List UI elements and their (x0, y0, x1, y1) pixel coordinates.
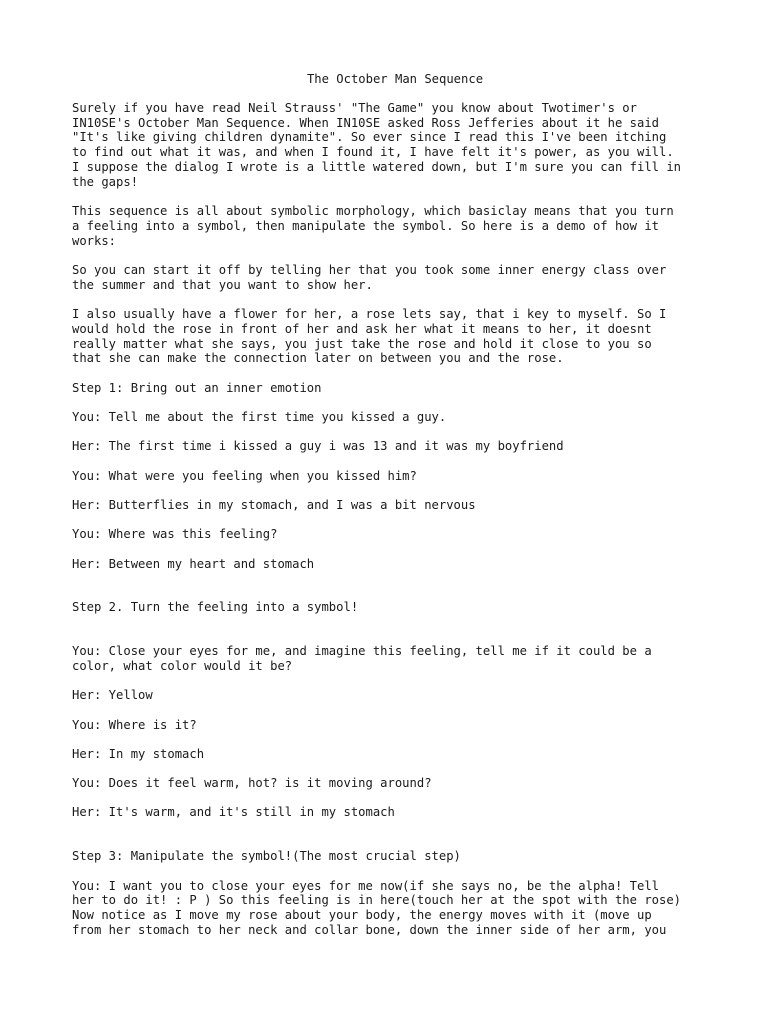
text-line: that she can make the connection later on between you and the rose. (72, 351, 564, 366)
text-line: Step 2. Turn the feeling into a symbol! (72, 600, 359, 615)
paragraph (72, 849, 732, 864)
paragraph (72, 101, 732, 190)
text-line: You: Does it feel warm, hot? is it moving around? (72, 776, 432, 791)
text-line: Surely if you have read Neil Strauss' "The Game" you know about Twotimer's or (72, 100, 637, 115)
text-line: You: What were you feeling when you kissed him? (72, 468, 417, 483)
text-line: You: Where was this feeling? (72, 527, 278, 542)
paragraph (72, 879, 732, 938)
text-line: the summer and that you want to show her. (72, 277, 373, 292)
text-line: really matter what she says, you just take the rose and hold it close to you so (72, 336, 652, 351)
text-line: Her: Between my heart and stomach (72, 556, 315, 571)
text-line: IN10SE's October Man Sequence. When IN10SE asked Ross Jefferies about it he said (72, 115, 659, 130)
text-line: Her: It's warm, and it's still in my stomach (72, 805, 395, 820)
text-line: Now notice as I move my rose about your body, the energy moves with it (move up (72, 908, 652, 923)
text-line: works: (72, 233, 117, 248)
text-line: This sequence is all about symbolic morphology, which basiclay means that you turn (72, 204, 674, 219)
paragraph (72, 776, 732, 791)
text-line: You: Where is it? (72, 717, 197, 732)
text-line: her to do it! : P ) So this feeling is in here(touch her at the spot with the rose) (72, 893, 682, 908)
paragraph (72, 439, 732, 454)
text-line: You: Close your eyes for me, and imagine this feeling, tell me if it could be a (72, 644, 652, 659)
text-line: Her: Yellow (72, 688, 153, 703)
paragraph (72, 410, 732, 425)
paragraph (72, 204, 732, 248)
text-line: You: Tell me about the first time you kissed a guy. (72, 410, 447, 425)
text-line: I suppose the dialog I wrote is a little watered down, but I'm sure you can fill in (72, 159, 682, 174)
paragraph (72, 718, 732, 733)
text-line: Her: Butterflies in my stomach, and I was a bit nervous (72, 497, 476, 512)
document-page (72, 72, 732, 952)
text-line: the gaps! (72, 174, 139, 189)
text-line: from her stomach to her neck and collar bone, down the inner side of her arm, you (72, 922, 667, 937)
text-line: Her: The first time i kissed a guy i was 13 and it was my boyfriend (72, 439, 564, 454)
paragraph (72, 381, 732, 396)
text-line: You: I want you to close your eyes for me now(if she says no, be the alpha! Tell (72, 878, 659, 893)
text-line: Step 3: Manipulate the symbol!(The most crucial step) (72, 849, 461, 864)
document-title: The October Man Sequence (306, 72, 484, 86)
text-line: "It's like giving children dynamite". So ever since I read this I've been itching (72, 130, 667, 145)
text-line: to find out what it was, and when I found it, I have felt it's power, as you will. (72, 145, 674, 160)
paragraph (72, 469, 732, 484)
paragraph (72, 747, 732, 762)
text-line: Step 1: Bring out an inner emotion (72, 380, 322, 395)
paragraph (72, 600, 732, 615)
paragraph (72, 307, 732, 366)
text-line: I also usually have a flower for her, a rose lets say, that i key to myself. So I (72, 307, 667, 322)
paragraph (72, 805, 732, 820)
text-line: would hold the rose in front of her and ask her what it means to her, it doesnt (72, 321, 652, 336)
paragraph (72, 644, 732, 674)
text-line: color, what color would it be? (72, 658, 293, 673)
text-line: Her: In my stomach (72, 746, 205, 761)
text-line: So you can start it off by telling her that you took some inner energy class over (72, 262, 667, 277)
paragraph (72, 498, 732, 513)
document-body (72, 101, 732, 938)
paragraph (72, 557, 732, 572)
paragraph (72, 688, 732, 703)
paragraph (72, 263, 732, 293)
text-line: a feeling into a symbol, then manipulate the symbol. So here is a demo of how it (72, 218, 659, 233)
paragraph (72, 527, 732, 542)
